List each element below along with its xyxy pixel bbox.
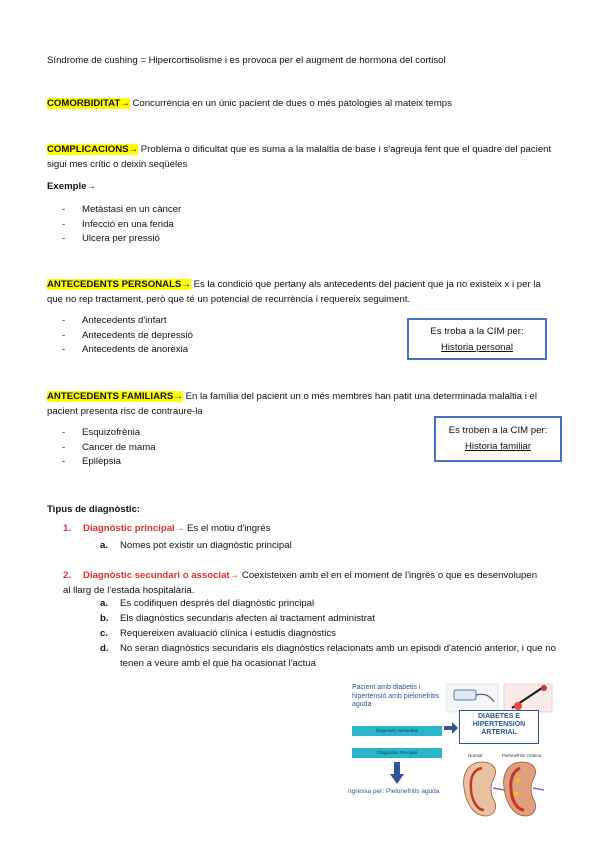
arrow-icon: → <box>174 523 185 534</box>
example-label <box>47 179 557 194</box>
complicacions-term-text: COMPLICACIONS <box>47 144 129 155</box>
cim-familiar-box <box>434 416 562 462</box>
comorbiditat-paragraph <box>47 96 557 111</box>
dash-bullet: - <box>62 344 66 356</box>
list-item: - Cancer de mama <box>62 441 382 456</box>
list-item: - Infecció en una ferida <box>62 218 382 233</box>
down-arrow-icon <box>390 762 404 784</box>
secundari-sub-a: a. Es codifiquen després del diagnòstic principal <box>100 598 315 609</box>
dash-bullet: - <box>62 315 66 326</box>
cim-personal-box <box>407 318 547 360</box>
box-link-text: Historia personal <box>441 342 513 353</box>
dash-bullet: - <box>62 456 66 468</box>
antecedents-personals-paragraph <box>47 277 557 307</box>
secundari-item <box>63 569 543 598</box>
complicacions-paragraph <box>47 142 557 172</box>
complicacions-definition: Problema o dificultat que es suma a la malaltia de base i s'agreuja fent que el quadre del pacient sigui mes crític o deixin seqüeles <box>47 144 552 170</box>
examples-list <box>62 203 382 247</box>
comorbiditat-term-text: COMORBIDITAT <box>47 98 121 109</box>
list-item: - Esquizofrènia <box>62 426 382 441</box>
tipus-heading: Tipus de diagnòstic: <box>47 504 141 515</box>
arrow-icon: → <box>86 181 97 192</box>
list-number: 2. <box>63 570 72 581</box>
arrow-icon: → <box>181 279 191 290</box>
antecedents-familiars-definition: En la família del pacient un o més membres han patit una determinada malaltia i el pacient presenta risc de contraure-la <box>47 391 538 417</box>
principal-item <box>63 522 270 537</box>
list-item: - Ulcera per pressió <box>62 232 382 247</box>
arrow-icon: → <box>120 98 130 109</box>
dash-bullet: - <box>62 427 66 438</box>
secundari-sub-b: b. Els diagnòstics secundaris afecten al tractament administrat <box>100 613 375 624</box>
principal-title: Diagnòstic principal <box>83 523 175 534</box>
antecedents-personals-term: ANTECEDENTS PERSONALS→ <box>47 279 191 290</box>
antecedents-familiars-list <box>62 426 382 470</box>
kidney-normal-label: Normal <box>468 753 483 758</box>
intro-text: Síndrome de cushing = Hipercortisolisme i es provoca per el augment de hormona del cortisol <box>47 55 446 66</box>
list-item: - Metàstasi en un càncer <box>62 203 382 218</box>
dash-bullet: - <box>62 204 66 215</box>
list-item: - Antecedents de anorèxia <box>62 343 382 358</box>
list-item: - Antecedents de depressió <box>62 329 382 344</box>
kidney-chronic-label: Pielonefritis crónica <box>502 753 542 758</box>
antecedents-familiars-term: ANTECEDENTS FAMILIARS→ <box>47 391 183 402</box>
diagnostic-secundari-bar: Diagnòstic Secundari <box>352 726 442 736</box>
right-arrow-icon <box>444 722 458 734</box>
antecedents-familiars-paragraph <box>47 389 557 419</box>
box-line: Es troba a la CIM per: <box>430 326 524 337</box>
arrow-icon: → <box>229 570 240 581</box>
list-item: - Epilèpsia <box>62 455 382 470</box>
list-number: 1. <box>63 523 72 534</box>
list-item: - Antecedents d'infart <box>62 314 382 329</box>
diagnosis-result-box: DIABETES E HIPERTENSION ARTERIAL <box>459 710 539 744</box>
arrow-icon: → <box>128 144 139 155</box>
complicacions-term <box>47 144 138 155</box>
dash-bullet: - <box>62 218 66 230</box>
secundari-text: Coexisteixen amb el en el moment de l'ingrés o que es desenvolupen al llarg de l'estada hospitalària. <box>63 570 538 596</box>
intro-paragraph <box>47 53 557 68</box>
figure-bottom-text: ngressa per: Pielonefritis aguda <box>348 788 440 795</box>
dash-bullet: - <box>62 233 66 245</box>
figure-patient-text: Pacient amb diabetis i hipertensió amb pielonefritis aguda <box>352 684 440 708</box>
box-line: Es troben a la CIM per: <box>448 425 548 436</box>
diagnostic-principal-bar: Diagnòstic Principal <box>352 748 442 758</box>
dash-bullet: - <box>62 441 66 453</box>
antecedents-personals-list <box>62 314 382 358</box>
secundari-sub-d: d. No seran diagnòstics secundaris els diagnòstics relacionats amb un episodi d'atenció anterior, i que no tenen a veure amb el que ha ocasionat l'actua <box>100 643 556 669</box>
antecedents-personals-definition: Es la condició que pertany als antecedents del pacient que ja no existeix x i per la que no rep tractament, però que té un potencial de recurrència i requereix seguiment. <box>47 279 541 305</box>
comorbiditat-term <box>47 98 130 109</box>
principal-sub-a: a. Nomes pot existir un diagnòstic principal <box>100 540 292 551</box>
example-label-text: Exemple <box>47 181 87 192</box>
principal-text: Es el motiu d'ingrés <box>184 523 271 534</box>
diagnosis-figure <box>342 682 557 827</box>
secundari-sub-c: c. Requereixen avaluació clínica i estudis diagnòstics <box>100 628 336 639</box>
kidney-illustration <box>460 758 555 820</box>
box-link-text: Historia familiar <box>464 441 532 452</box>
comorbiditat-definition: Concurrència en un únic pacient de dues o més patologies al mateix temps <box>129 98 452 109</box>
arrow-icon: → <box>173 391 183 402</box>
secundari-title: Diagnòstic secundari o associat <box>83 570 230 581</box>
dash-bullet: - <box>62 329 66 341</box>
